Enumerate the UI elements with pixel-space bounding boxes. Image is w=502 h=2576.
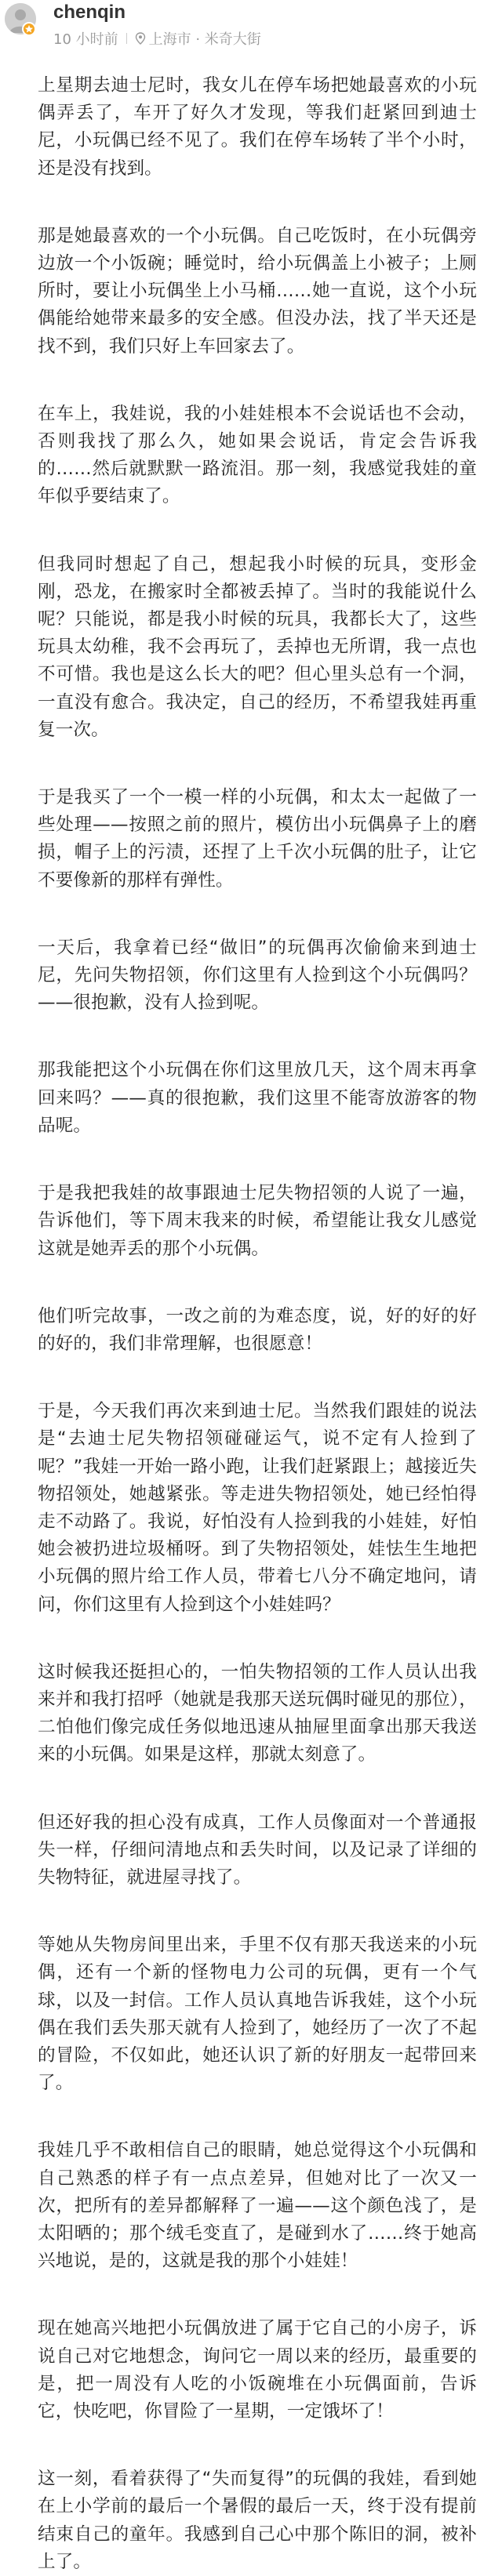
paragraph: 于是我把我娃的故事跟迪士尼失物招领的人说了一遍，告诉他们，等下周末我来的时候，希望能让我女儿感觉这就是她弄丢的那个小玩偶。 — [38, 1183, 477, 1259]
post-meta — [53, 28, 261, 49]
paragraph: 我娃几乎不敢相信自己的眼睛，她总觉得这个小玩偶和自己熟悉的样子有一点点差异，但她对比了一次又一次，把所有的差异都解释了一遍——这个颜色浅了，是太阳晒的；那个绒毛变直了，是碰到水了……终于她高兴地说，是的，这就是我的那个小娃娃！ — [38, 2140, 477, 2272]
paragraph: 一天后，我拿着已经“做旧”的玩偶再次偷偷来到迪士尼，先问失物招领，你们这里有人捡到这个小玩偶吗？——很抱歉，没有人捡到呢。 — [38, 937, 477, 1014]
paragraph: 于是，今天我们再次来到迪士尼。当然我们跟娃的说法是“去迪士尼失物招领碰碰运气，说不定有人捡到了呢？”我娃一开始一路小跑，让我们赶紧跟上；越接近失物招领处，她越紧张。等走进失物招领处，她已经怕得走不动路了。我说，好怕没有人捡到我的小娃娃，好怕她会被扔进垃圾桶呀。到了失物招领处，娃怯生生地把小玩偶的照片给工作人员，带着七八分不确定地问，请问，你们这里有人捡到这个小娃娃吗？ — [38, 1401, 477, 1615]
paragraph: 在车上，我娃说，我的小娃娃根本不会说话也不会动，否则我找了那么久，她如果会说话，肯定会告诉我的……然后就默默一路流泪。那一刻，我感觉我娃的童年似乎要结束了。 — [38, 403, 477, 507]
location-pin-icon — [135, 32, 146, 45]
verified-badge-icon — [22, 22, 36, 36]
meta-divider — [126, 33, 127, 44]
paragraph: 但我同时想起了自己，想起我小时候的玩具，变形金刚，恐龙，在搬家时全都被丢掉了。当时的我能说什么呢？只能说，都是我小时候的玩具，我都长大了，这些玩具太幼稚，我不会再玩了，丢掉也无所谓，我一点也不可惜。我也是这么长大的吧？但心里头总有一个洞，一直没有愈合。我决定，自己的经历，不希望我娃再重复一次。 — [38, 553, 477, 740]
paragraph: 那是她最喜欢的一个小玩偶。自己吃饭时，在小玩偶旁边放一个小饭碗；睡觉时，给小玩偶盖上小被子；上厕所时，要让小玩偶坐上小马桶……她一直说，这个小玩偶能给她带来最多的安全感。但没办法，找了半天还是找不到，我们只好上车回家去了。 — [38, 225, 477, 357]
paragraph: 他们听完故事，一改之前的为难态度，说，好的好的好的好的，我们非常理解，也很愿意！ — [38, 1305, 477, 1354]
post-time: 10 小时前 — [53, 31, 118, 48]
paragraph: 上星期去迪士尼时，我女儿在停车场把她最喜欢的小玩偶弄丢了，车开了好久才发现，等我们赶紧回到迪士尼，小玩偶已经不见了。我们在停车场转了半个小时，还是没有找到。 — [38, 75, 477, 179]
paragraph: 但还好我的担心没有成真，工作人员像面对一个普通报失一样，仔细问清地点和丢失时间，以及记录了详细的失物特征，就进屋寻找了。 — [38, 1812, 477, 1888]
paragraph: 这时候我还挺担心的，一怕失物招领的工作人员认出我来并和我打招呼（她就是我那天送玩偶时碰见的那位），二怕他们像完成任务似地迅速从抽屉里面拿出那天我送来的小玩偶。如果是这样，那就太刻意了。 — [38, 1661, 477, 1765]
post-header — [0, 0, 502, 63]
paragraph: 现在她高兴地把小玩偶放进了属于它自己的小房子，诉说自己对它地想念，询问它一周以来的经历，最重要的是，把一周没有人吃的小饭碗堆在小玩偶面前，告诉它，快吃吧，你冒险了一星期，一定饿坏了！ — [38, 2318, 477, 2422]
paragraph: 等她从失物房间里出来，手里不仅有那天我送来的小玩偶，还有一个新的怪物电力公司的玩偶，更有一个气球，以及一封信。工作人员认真地告诉我娃，这个小玩偶在我们丢失那天就有人捡到了，她经历了一次了不起的冒险，不仅如此，她还认识了新的好朋友一起带回来了。 — [38, 1935, 477, 2094]
post-location[interactable]: 上海市 · 米奇大街 — [148, 31, 261, 48]
paragraph: 这一刻，看着获得了“失而复得”的玩偶的我娃，看到她在上小学前的最后一个暑假的最后一天，终于没有提前结束自己的童年。我感到自己心中那个陈旧的洞，被补上了。 — [38, 2469, 477, 2572]
author-username[interactable]: chenqin — [53, 2, 126, 23]
paragraph: 于是我买了一个一模一样的小玩偶，和太太一起做了一些处理——按照之前的照片，模仿出小玩偶鼻子上的磨损，帽子上的污渍，还捏了上千次小玩偶的肚子，让它不要像新的那样有弹性。 — [38, 787, 477, 891]
paragraph: 那我能把这个小玩偶在你们这里放几天，这个周末再拿回来吗？——真的很抱歉，我们这里不能寄放游客的物品呢。 — [38, 1060, 477, 1136]
post-body — [38, 72, 477, 2576]
